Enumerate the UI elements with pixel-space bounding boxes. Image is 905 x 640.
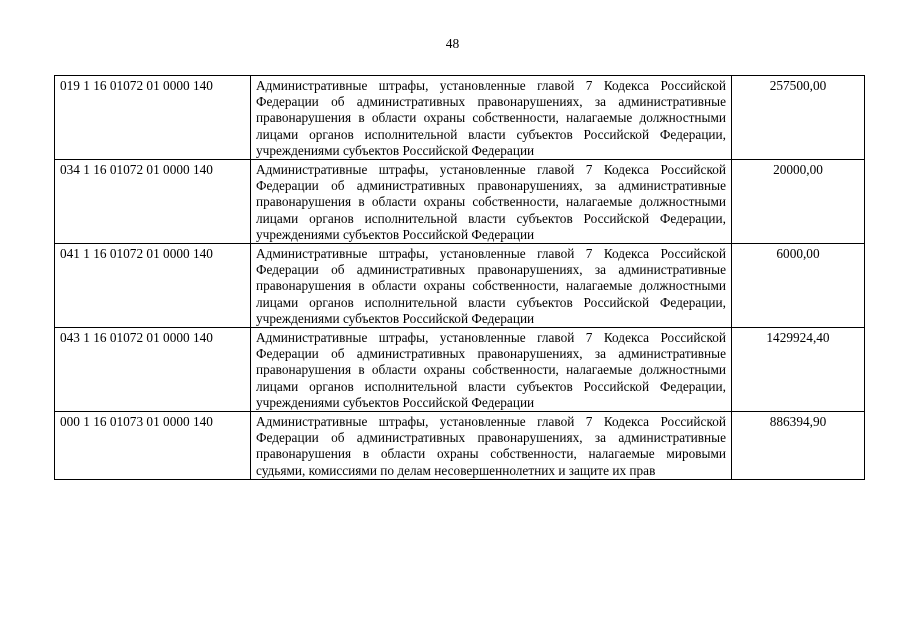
amount-cell: 1429924,40 bbox=[732, 328, 865, 412]
amount-cell: 6000,00 bbox=[732, 244, 865, 328]
amount-cell: 886394,90 bbox=[732, 412, 865, 480]
table-row bbox=[55, 412, 865, 480]
budget-code-cell: 034 1 16 01072 01 0000 140 bbox=[55, 160, 251, 244]
revenue-name-cell: Административные штрафы, установленные главой 7 Кодекса Российской Федерации об административных правонарушениях, за административные правонарушения в области охраны собственности, налагаемые должностными лицами органов исполнительной власти субъектов Российской Федерации, учреждениями субъектов Российской Федерации bbox=[251, 76, 732, 160]
amount-cell: 20000,00 bbox=[732, 160, 865, 244]
budget-code-cell: 000 1 16 01073 01 0000 140 bbox=[55, 412, 251, 480]
revenue-table bbox=[54, 75, 865, 480]
table-row bbox=[55, 160, 865, 244]
budget-code-cell: 041 1 16 01072 01 0000 140 bbox=[55, 244, 251, 328]
revenue-name-cell: Административные штрафы, установленные главой 7 Кодекса Российской Федерации об административных правонарушениях, за административные правонарушения в области охраны собственности, налагаемые должностными лицами органов исполнительной власти субъектов Российской Федерации, учреждениями субъектов Российской Федерации bbox=[251, 160, 732, 244]
table-row bbox=[55, 76, 865, 160]
table-row bbox=[55, 328, 865, 412]
page-number: 48 bbox=[445, 36, 460, 51]
revenue-name-cell: Административные штрафы, установленные главой 7 Кодекса Российской Федерации об административных правонарушениях, за административные правонарушения в области охраны собственности, налагаемые должностными лицами органов исполнительной власти субъектов Российской Федерации, учреждениями субъектов Российской Федерации bbox=[251, 244, 732, 328]
budget-code-cell: 019 1 16 01072 01 0000 140 bbox=[55, 76, 251, 160]
revenue-name-cell: Административные штрафы, установленные главой 7 Кодекса Российской Федерации об административных правонарушениях, за административные правонарушения в области охраны собственности, налагаемые должностными лицами органов исполнительной власти субъектов Российской Федерации, учреждениями субъектов Российской Федерации bbox=[251, 328, 732, 412]
revenue-name-cell: Административные штрафы, установленные главой 7 Кодекса Российской Федерации об административных правонарушениях, за административные правонарушения в области охраны собственности, налагаемые мировыми судьями, комиссиями по делам несовершеннолетних и защите их прав bbox=[251, 412, 732, 480]
amount-cell: 257500,00 bbox=[732, 76, 865, 160]
table-row bbox=[55, 244, 865, 328]
budget-code-cell: 043 1 16 01072 01 0000 140 bbox=[55, 328, 251, 412]
